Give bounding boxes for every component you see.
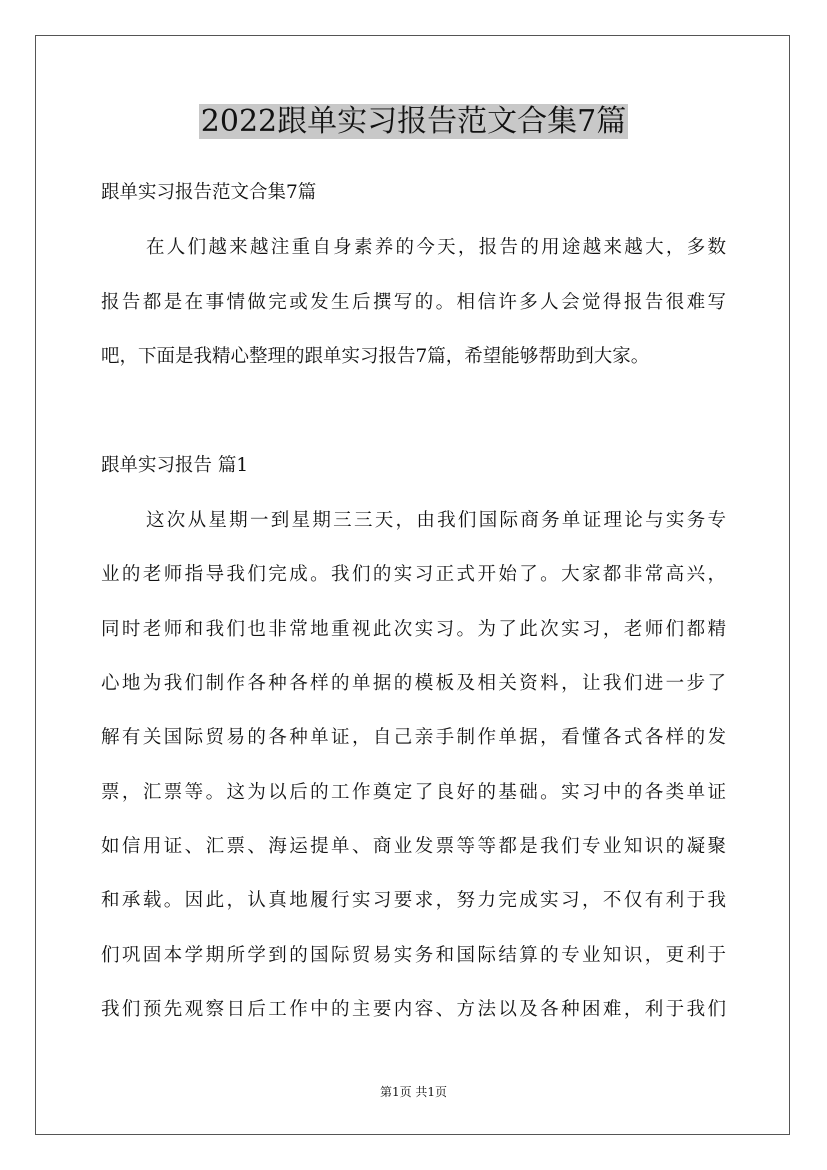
paragraph-line: 在人们越来越注重自身素养的今天，报告的用途越来越大，多数 xyxy=(146,237,726,258)
paragraph-line: 和承载。因此，认真地履行实习要求，努力完成实习，不仅有利于我 xyxy=(101,890,726,911)
paragraph-line: 报告都是在事情做完或发生后撰写的。相信许多人会觉得报告很难写 xyxy=(101,292,726,313)
paragraph-line: 业的老师指导我们完成。我们的实习正式开始了。大家都非常高兴， xyxy=(101,564,726,585)
document-subtitle: 跟单实习报告范文合集7篇 xyxy=(101,182,317,203)
paragraph-line: 们巩固本学期所学到的国际贸易实务和国际结算的专业知识，更利于 xyxy=(101,945,726,966)
paragraph-line: 这次从星期一到星期三三天，由我们国际商务单证理论与实务专 xyxy=(146,510,726,531)
paragraph-line: 我们预先观察日后工作中的主要内容、方法以及各种困难，利于我们 xyxy=(101,999,726,1020)
paragraph-line: 同时老师和我们也非常地重视此次实习。为了此次实习，老师们都精 xyxy=(101,619,726,640)
paragraph-line: 如信用证、汇票、海运提单、商业发票等等都是我们专业知识的凝聚 xyxy=(101,836,726,857)
section-heading: 跟单实习报告 篇1 xyxy=(101,455,249,476)
paragraph-line: 吧，下面是我精心整理的跟单实习报告7篇，希望能够帮助到大家。 xyxy=(101,346,650,367)
paragraph-line: 心地为我们制作各种各样的单据的模板及相关资料，让我们进一步了 xyxy=(101,673,726,694)
paragraph-line: 解有关国际贸易的各种单证，自己亲手制作单据，看懂各式各样的发 xyxy=(101,727,726,748)
paragraph-line: 票，汇票等。这为以后的工作奠定了良好的基础。实习中的各类单证 xyxy=(101,782,726,803)
page-footer: 第1页 共1页 xyxy=(379,1085,448,1099)
document-title: 2022跟单实习报告范文合集7篇 xyxy=(200,104,627,139)
